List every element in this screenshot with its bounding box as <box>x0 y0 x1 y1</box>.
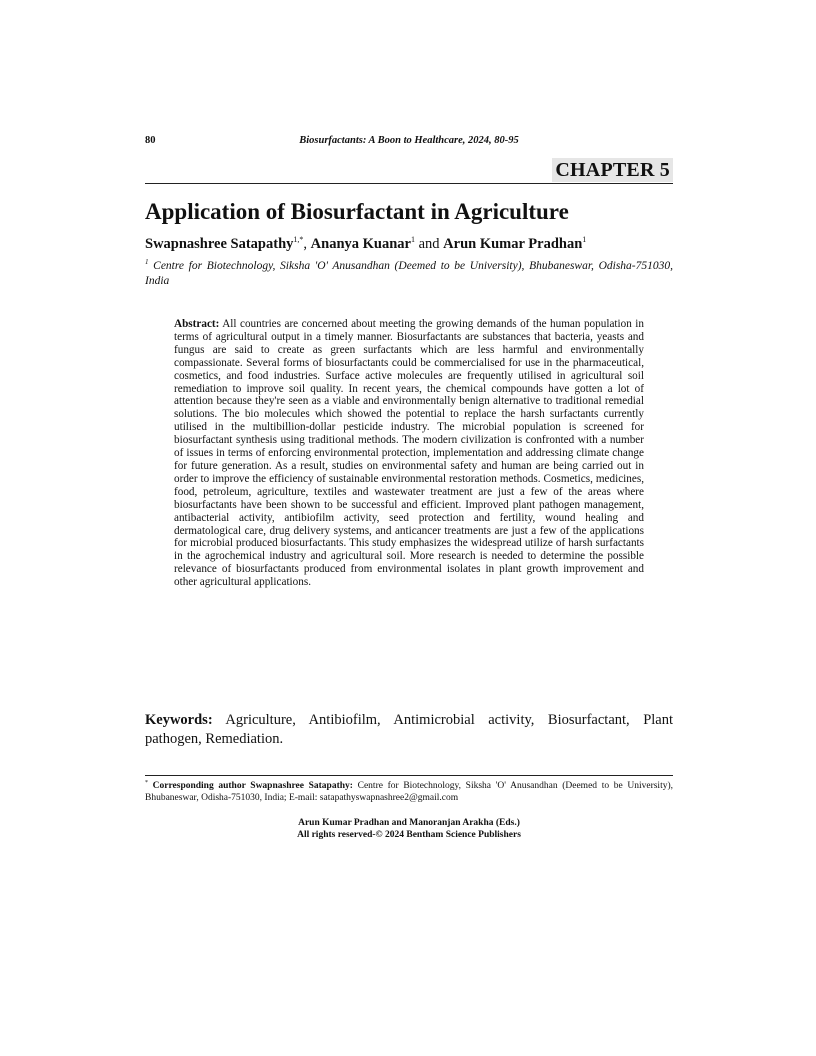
abstract-label: Abstract: <box>174 318 220 330</box>
rights-line: All rights reserved-© 2024 Bentham Science Publishers <box>297 830 521 840</box>
footnote-divider <box>145 775 673 776</box>
footnote-label: Corresponding author Swapnashree Satapathy: <box>148 781 353 791</box>
affiliation-text: Centre for Biotechnology, Siksha 'O' Anusandhan (Deemed to be University), Bhubaneswar, Odisha-751030, India <box>145 260 673 287</box>
author-list <box>145 235 673 253</box>
footnote-mark: * <box>145 779 148 786</box>
journal-citation <box>145 134 673 148</box>
paper-title: Application of Biosurfactant in Agriculture <box>145 199 569 224</box>
author-affiliation-mark: 1 <box>410 235 415 245</box>
abstract <box>174 318 644 589</box>
author-name: Swapnashree Satapathy <box>145 236 294 252</box>
keywords-label: Keywords: <box>145 712 213 728</box>
author-name: Ananya Kuanar <box>310 236 411 252</box>
publisher-block <box>145 817 673 841</box>
editors-line: Arun Kumar Pradhan and Manoranjan Arakha (Eds.) <box>298 818 520 828</box>
affiliation-mark: 1 <box>145 258 149 267</box>
chapter-banner <box>145 156 673 184</box>
author-separator: , <box>303 236 311 252</box>
corresponding-author-footnote <box>145 780 673 804</box>
affiliation <box>145 259 673 289</box>
page-number: 80 <box>145 135 156 146</box>
keywords-text: Agriculture, Antibiofilm, Antimicrobial activity, Biosurfactant, Plant pathogen, Remediation. <box>145 712 673 747</box>
author-separator: and <box>414 236 444 252</box>
author-affiliation-mark: 1,* <box>293 235 304 245</box>
journal-title: Biosurfactants: A Boon to Healthcare <box>299 135 463 146</box>
journal-details: , 2024, 80-95 <box>462 135 519 146</box>
footnote-text: Centre for Biotechnology, Siksha 'O' Anusandhan (Deemed to be University), Bhubaneswar, Odisha-751030, India; E-mail: satapathyswapnashree2@gmail.com <box>145 781 673 803</box>
keywords <box>145 711 673 749</box>
chapter-label: CHAPTER 5 <box>552 158 673 182</box>
author-affiliation-mark: 1 <box>582 235 587 245</box>
author-name: Arun Kumar Pradhan <box>443 236 583 252</box>
abstract-text: All countries are concerned about meeting the growing demands of the human population in terms of agricultural output in a timely manner. Biosurfactants are substances that bacteria, yeasts and fungus are said to create as green surfactants which are less harmful and environmentally compassionate. Several forms of biosurfactants could be commercialised for use in the pharmaceutical, cosmetics, and food industries. Surface active molecules are frequently utilised in agricultural soil remediation to improve soil quality. In recent years, the chemical compounds have gotten a lot of attention because they're seen as a viable and environmentally benign alternative to traditional remedial solutions. The bio molecules which showed the potential to replace the harsh surfactants currently utilised in the multibillion-dollar pesticide industry. The microbial population is screened for biosurfactant synthesis using traditional methods. The modern civilization is confronted with a number of issues in terms of enforcing environmental protection, implementation and addressing climate change for future generation. As a result, studies on environmental safety and human are being carried out in order to improve the efficiency of sustainable environmental restoration methods. Cosmetics, medicines, food, petroleum, agriculture, textiles and wastewater treatment are just a few of the areas where biosurfactants have been shown to be successful and efficient. Improved plant pathogen management, antibacterial activity, antibiofilm activity, seed protection and fertility, wound healing and dermatological care, drug delivery systems, and anticancer treatments are just a few of the applications for microbial produced biosurfactants. This study emphasizes the widespread utilize of harsh surfactants in the agrochemical industry and agricultural soil. More research is needed to determine the possible relevance of biosurfactants produced from environmental isolates in plant growth improvement and other agricultural applications. <box>174 318 644 589</box>
